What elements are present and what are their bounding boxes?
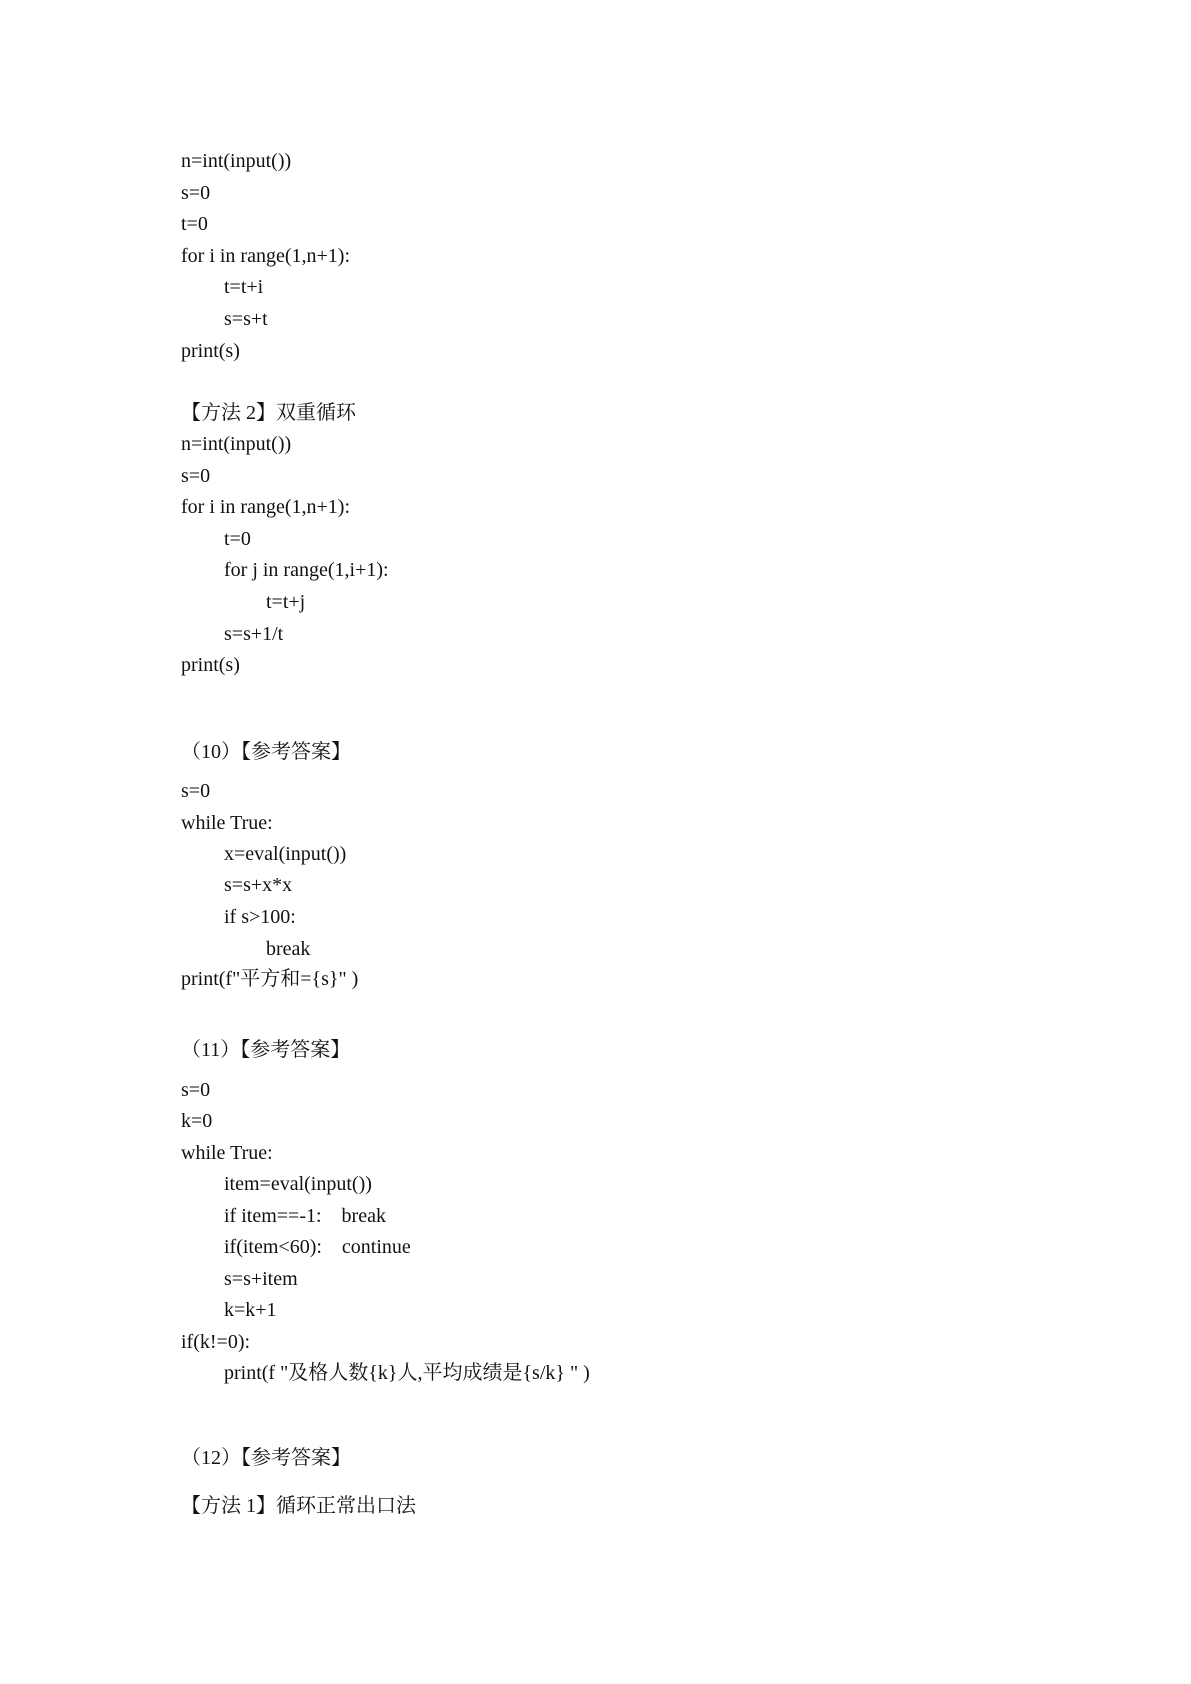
code-line: s=0 — [181, 1079, 211, 1101]
code-line: for i in range(1,n+1): — [181, 496, 351, 518]
code-line: print(f"平方和={s}" ) — [181, 968, 359, 990]
code-line: s=0 — [181, 182, 211, 204]
code-line: x=eval(input()) — [224, 843, 347, 865]
code-line: k=k+1 — [224, 1299, 277, 1321]
code-line: break — [266, 938, 311, 960]
code-line: for j in range(1,i+1): — [224, 559, 389, 581]
code-line: k=0 — [181, 1110, 213, 1132]
code-line: s=0 — [181, 465, 211, 487]
code-line: item=eval(input()) — [224, 1173, 372, 1195]
code-line: t=0 — [181, 213, 208, 235]
code-line: n=int(input()) — [181, 150, 292, 172]
code-line: for i in range(1,n+1): — [181, 245, 351, 267]
code-line: s=s+x*x — [224, 874, 293, 896]
code-line: print(s) — [181, 654, 240, 676]
code-line: if(item<60): continue — [224, 1236, 411, 1258]
code-line: print(s) — [181, 340, 240, 362]
method-2-heading: 【方法 2】双重循环 — [181, 402, 356, 424]
code-line: if item==-1: break — [224, 1205, 386, 1227]
code-line: while True: — [181, 812, 273, 834]
code-line: if(k!=0): — [181, 1331, 251, 1353]
code-line: s=s+t — [224, 308, 268, 330]
code-line: if s>100: — [224, 906, 296, 928]
code-line: s=s+item — [224, 1268, 298, 1290]
question-10-heading: （10）【参考答案】 — [181, 741, 351, 763]
code-line: n=int(input()) — [181, 433, 292, 455]
code-line: s=s+1/t — [224, 623, 284, 645]
code-line: t=t+j — [266, 591, 306, 613]
code-line: while True: — [181, 1142, 273, 1164]
code-line: t=t+i — [224, 276, 264, 298]
method-1-heading: 【方法 1】循环正常出口法 — [181, 1495, 416, 1517]
code-line: t=0 — [224, 528, 251, 550]
question-11-heading: （11）【参考答案】 — [181, 1039, 351, 1061]
code-line: print(f "及格人数{k}人,平均成绩是{s/k} " ) — [224, 1362, 590, 1384]
code-line: s=0 — [181, 780, 211, 802]
question-12-heading: （12）【参考答案】 — [181, 1447, 351, 1469]
